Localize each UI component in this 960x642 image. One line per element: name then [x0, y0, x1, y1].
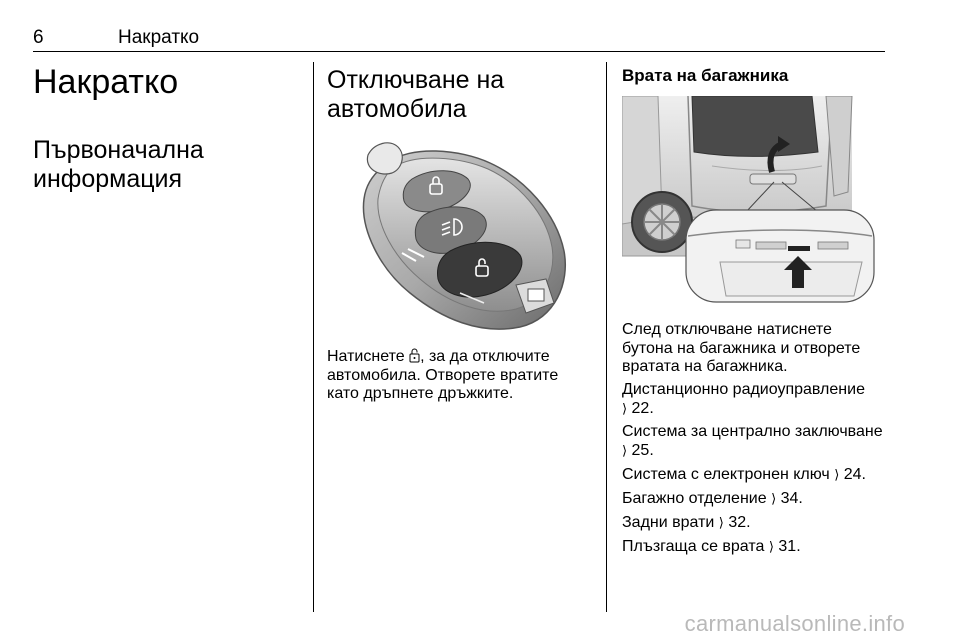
reference-arrow-icon: ⟩: [622, 401, 628, 417]
reference-page[interactable]: 31.: [778, 538, 801, 555]
reference-label: Задни врати: [622, 514, 715, 531]
reference-arrow-icon: ⟩: [622, 443, 628, 459]
reference-arrow-icon: ⟩: [718, 516, 724, 531]
section-heading-unlocking: [327, 66, 504, 124]
cross-reference-central-locking: [622, 423, 883, 461]
text-line: бутона на багажника и отворете: [622, 339, 861, 357]
text-run: Натиснете: [327, 348, 405, 365]
reference-page[interactable]: 25.: [631, 441, 654, 459]
text-line: автомобила. Отворете вратите: [327, 366, 559, 384]
section-heading-initial-info: [33, 136, 204, 194]
heading-line: информация: [33, 165, 183, 193]
text-line: като дръпнете дръжките.: [327, 385, 514, 402]
text-run: , за да отключите: [420, 348, 550, 365]
reference-label: Система с електронен ключ: [622, 466, 830, 483]
heading-line: Първоначална: [33, 136, 204, 164]
reference-label: Дистанционно радиоуправление: [622, 381, 865, 398]
reference-label: Плъзгаща се врата: [622, 538, 765, 555]
column-divider-2: [606, 62, 607, 612]
reference-label: Багажно отделение: [622, 490, 767, 507]
reference-arrow-icon: ⟩: [834, 468, 840, 483]
cross-reference-electronic-key: [622, 466, 866, 486]
reference-arrow-icon: ⟩: [771, 492, 777, 507]
reference-arrow-icon: ⟩: [768, 540, 774, 555]
key-fob-illustration: [350, 133, 572, 333]
watermark: carmanualsonline.info: [684, 611, 905, 636]
text-line: След отключване натиснете: [622, 321, 832, 338]
cross-reference-rear-doors: [622, 514, 751, 534]
tailgate-instructions: [622, 321, 860, 377]
reference-page[interactable]: 22.: [631, 399, 654, 417]
unlock-instructions: [327, 348, 558, 404]
page-number: 6: [33, 27, 44, 48]
header-rule: [33, 51, 885, 52]
section-heading-tailgate: Врата на багажника: [622, 66, 789, 85]
heading-line: Отключване на: [327, 66, 505, 94]
reference-label: Система за централно заключване: [622, 423, 883, 440]
text-line: вратата на багажника.: [622, 358, 788, 375]
cross-reference-sliding-door: [622, 538, 801, 558]
reference-page[interactable]: 32.: [728, 514, 751, 531]
tailgate-illustration: [622, 96, 876, 304]
unlock-icon: [409, 348, 420, 363]
chapter-title: Накратко: [33, 63, 179, 101]
reference-page[interactable]: 34.: [780, 490, 803, 507]
heading-line: автомобила: [327, 95, 467, 123]
cross-reference-remote: [622, 381, 865, 419]
column-divider-1: [313, 62, 314, 612]
running-header-title: Накратко: [118, 27, 200, 48]
reference-page[interactable]: 24.: [843, 466, 866, 483]
cross-reference-load-compartment: [622, 490, 803, 510]
